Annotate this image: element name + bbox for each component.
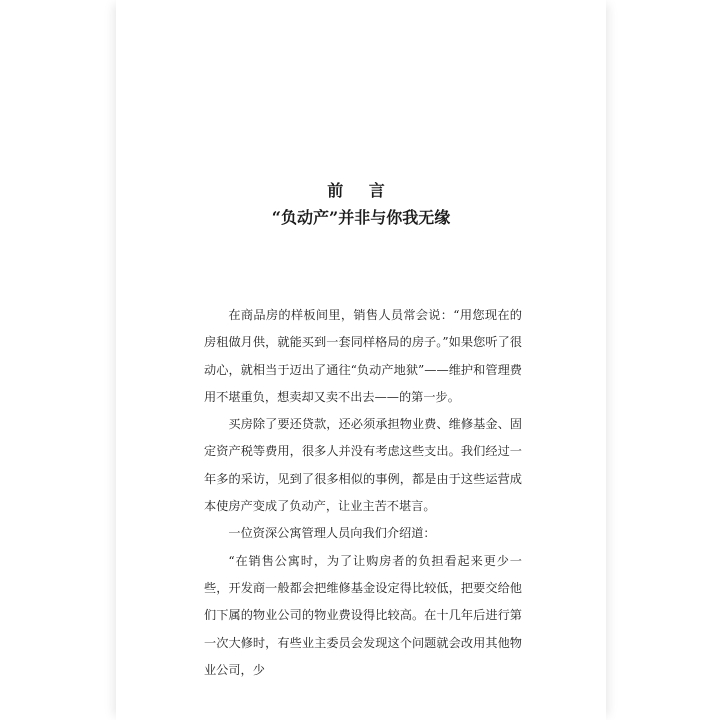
paragraph: 在商品房的样板间里，销售人员常会说：“用您现在的房租做月供，就能买到一套同样格局的房子。”如果您听了很动心，就相当于迈出了通往“负动产地狱”——维护和管理费用不堪重负，想卖却又卖不出去——的第一步。 <box>204 308 522 404</box>
page-title: 前 言 <box>327 181 395 200</box>
body-text <box>204 302 522 684</box>
paragraph: 买房除了要还贷款，还必须承担物业费、维修基金、固定资产税等费用，很多人并没有考虑这些支出。我们经过一年多的采访，见到了很多相似的事例，都是由于这些运营成本使房产变成了负动产，让业主苦不堪言。 <box>204 417 522 514</box>
book-page <box>116 0 606 720</box>
paragraph: 一位资深公寓管理人员向我们介绍道： <box>228 526 436 541</box>
paragraph: “在销售公寓时，为了让购房者的负担看起来更少一些，开发商一般都会把维修基金设定得比较低，把要交给他们下属的物业公司的物业费设得比较高。在十几年后进行第一次大修时，有些业主委员会发现这个问题就会改用其他物业公司，少 <box>204 553 522 677</box>
page-subtitle: “负动产”并非与你我无缘 <box>271 208 451 227</box>
